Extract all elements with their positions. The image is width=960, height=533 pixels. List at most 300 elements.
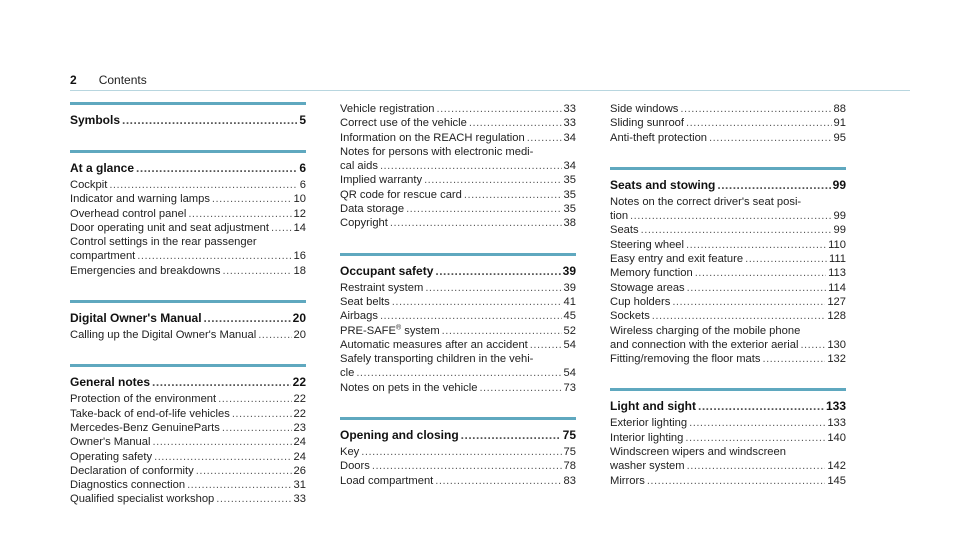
toc-entry[interactable]	[340, 202, 576, 216]
dot-leader	[212, 192, 292, 206]
entry-title	[70, 221, 269, 235]
dot-leader	[425, 281, 561, 295]
toc-entry-line[interactable]: Safely transporting children in the vehi-	[340, 353, 534, 366]
toc-entry[interactable]	[70, 478, 306, 492]
entry-title	[340, 188, 462, 202]
dot-leader	[685, 431, 825, 445]
entry-title	[340, 459, 370, 473]
toc-entry[interactable]	[70, 221, 306, 235]
entry-text: Indicator and warning lamps	[70, 193, 210, 206]
section-title: Seats and stowing	[610, 177, 716, 192]
section-title: Occupant safety	[340, 263, 434, 278]
toc-section	[610, 388, 846, 487]
section-title: At a glance	[70, 161, 135, 175]
entry-title	[610, 116, 684, 130]
toc-entry[interactable]	[340, 324, 576, 338]
section-heading[interactable]	[70, 311, 306, 326]
toc-entry[interactable]	[610, 309, 846, 323]
entry-page: 20	[293, 329, 306, 342]
entry-title	[610, 431, 683, 445]
entry-title	[70, 407, 230, 421]
entry-text: Qualified specialist workshop	[70, 493, 215, 506]
section-rule	[610, 388, 846, 391]
entry-page: 18	[293, 264, 306, 277]
dot-leader	[137, 249, 291, 263]
entry-title	[610, 131, 707, 145]
dot-leader	[154, 450, 291, 464]
entry-page: 45	[563, 310, 576, 323]
entry-title	[340, 216, 388, 230]
toc-entry[interactable]	[610, 431, 846, 445]
toc-entry[interactable]	[70, 450, 306, 464]
entry-title	[340, 295, 390, 309]
toc-entry[interactable]	[70, 328, 306, 342]
entry-text: Declaration of conformity	[70, 464, 194, 477]
entry-page: 24	[293, 436, 306, 449]
dot-leader	[695, 266, 826, 280]
toc-entry[interactable]	[610, 252, 846, 266]
toc-entry[interactable]	[610, 295, 846, 309]
entry-page: 83	[563, 474, 576, 487]
entry-text: Stowage areas	[610, 281, 685, 294]
entry-page: 130	[827, 338, 846, 351]
section-page: 6	[299, 161, 306, 175]
dot-leader	[437, 102, 562, 116]
entry-title	[340, 338, 528, 352]
dot-leader	[223, 264, 292, 278]
dot-leader	[424, 173, 561, 187]
entry-text: cal aids	[340, 160, 378, 173]
toc-entry[interactable]	[610, 281, 846, 295]
entry-title	[610, 295, 670, 309]
section-page: 5	[299, 113, 306, 127]
entry-text: Mercedes-Benz GenuineParts	[70, 421, 220, 434]
entry-text: Owner's Manual	[70, 436, 151, 449]
entry-page: 142	[827, 460, 846, 473]
dot-leader	[442, 324, 562, 338]
entry-page: 54	[563, 367, 576, 380]
section-heading[interactable]	[70, 375, 306, 390]
section-heading[interactable]	[70, 113, 306, 128]
entry-page: 75	[563, 446, 576, 459]
dot-leader	[435, 474, 561, 488]
toc-entry[interactable]	[340, 173, 576, 187]
toc-entry-line[interactable]: Windscreen wipers and windscreen	[610, 446, 786, 459]
section-heading[interactable]	[610, 399, 846, 414]
entry-title	[610, 459, 685, 473]
toc-entry[interactable]	[610, 266, 846, 280]
toc-entry[interactable]	[340, 295, 576, 309]
toc-entry[interactable]	[610, 474, 846, 488]
section-title: Symbols	[70, 113, 121, 127]
entry-text: Interior lighting	[610, 431, 684, 444]
dot-leader	[464, 188, 562, 202]
section-page: 39	[562, 263, 576, 278]
toc-entry[interactable]	[70, 192, 306, 206]
entry-page: 35	[563, 203, 576, 216]
dot-leader	[709, 131, 832, 145]
entry-text: Mirrors	[610, 474, 645, 487]
entry-page: 41	[563, 295, 576, 308]
toc-entry[interactable]	[340, 366, 576, 380]
entry-title	[610, 281, 685, 295]
entry-text: Overhead control panel	[70, 207, 187, 220]
entry-text: compartment	[70, 250, 136, 263]
entry-text: Information on the REACH regulation	[340, 131, 525, 144]
toc-entry[interactable]	[340, 216, 576, 230]
toc-entry[interactable]	[70, 421, 306, 435]
entry-title	[340, 366, 354, 380]
entry-page: 6	[299, 179, 306, 191]
entry-title	[70, 192, 210, 206]
toc-entry[interactable]	[340, 459, 576, 473]
toc-column-1	[70, 102, 306, 529]
entry-text: Anti-theft protection	[610, 131, 708, 144]
entry-page: 99	[833, 210, 846, 223]
dot-leader	[680, 102, 831, 116]
toc-section	[70, 364, 306, 506]
entry-page: 95	[833, 131, 846, 144]
section-title: Opening and closing	[340, 428, 459, 443]
entry-text: Memory function	[610, 267, 693, 280]
entry-page: 24	[293, 450, 306, 463]
dot-leader	[222, 421, 292, 435]
toc-entry[interactable]	[340, 381, 576, 395]
dot-leader	[390, 216, 562, 230]
entry-page: 39	[563, 281, 576, 294]
toc-entry[interactable]	[340, 309, 576, 323]
dot-leader	[406, 202, 561, 216]
entry-text: Take-back of end-of-life vehicles	[70, 407, 230, 420]
entry-text: Data storage	[340, 203, 405, 216]
entry-text: Diagnostics connection	[70, 479, 186, 492]
toc-entry[interactable]	[70, 178, 306, 192]
toc-entry[interactable]	[70, 407, 306, 421]
entry-text: Airbags	[340, 310, 378, 323]
entry-page: 34	[563, 160, 576, 173]
entry-text: Sliding sunroof	[610, 117, 685, 130]
entry-title	[340, 173, 422, 187]
section-title: Light and sight	[610, 399, 696, 414]
dot-leader	[152, 435, 291, 449]
entry-page: 114	[828, 281, 846, 294]
toc-entry-line[interactable]: Notes on the correct driver's seat posi-	[610, 195, 802, 208]
section-title: Digital Owner's Manual	[70, 311, 202, 326]
entry-title	[70, 450, 152, 464]
entry-page: 33	[563, 103, 576, 115]
toc-entry[interactable]	[340, 159, 576, 173]
toc-entry[interactable]	[70, 435, 306, 449]
entry-text: Load compartment	[340, 474, 434, 487]
toc-section	[610, 102, 846, 145]
entry-page: 34	[563, 131, 576, 144]
entry-title	[610, 309, 650, 323]
toc-section	[70, 300, 306, 342]
entry-page: 127	[827, 295, 846, 308]
entry-page: 22	[293, 407, 306, 420]
entry-page: 16	[293, 250, 306, 263]
entry-title	[70, 249, 135, 263]
entry-page: 132	[827, 353, 846, 366]
entry-title	[70, 328, 256, 342]
dot-leader	[469, 116, 562, 130]
dot-leader	[800, 338, 825, 352]
entry-text: QR code for rescue card	[340, 188, 462, 201]
entry-title	[340, 324, 440, 338]
dot-leader	[109, 178, 297, 192]
dot-leader	[204, 311, 291, 326]
dot-leader	[687, 281, 827, 295]
page-number: 2	[70, 73, 77, 87]
entry-title	[340, 281, 423, 295]
entry-title	[610, 352, 760, 366]
section-page: 133	[825, 399, 846, 414]
entry-page: 35	[563, 174, 576, 187]
dot-leader	[745, 252, 827, 266]
entry-text: Cockpit	[70, 179, 108, 191]
entry-page: 99	[833, 224, 846, 237]
toc-entry[interactable]	[610, 209, 846, 223]
toc-entry[interactable]	[610, 459, 846, 473]
entry-title	[340, 309, 378, 323]
toc-entry[interactable]	[610, 116, 846, 130]
entry-title	[340, 131, 525, 145]
dot-leader	[672, 295, 825, 309]
entry-text: Side windows	[610, 103, 679, 115]
dot-leader	[372, 459, 562, 473]
dot-leader	[122, 113, 297, 128]
entry-text: Protection of the environment	[70, 393, 217, 406]
section-page: 99	[832, 177, 846, 192]
entry-title	[70, 421, 220, 435]
entry-text: Doors	[340, 460, 370, 473]
entry-text: Cup holders	[610, 295, 671, 308]
entry-text: Door operating unit and seat adjustment	[70, 221, 270, 234]
entry-page: 35	[563, 188, 576, 201]
entry-title	[610, 238, 684, 252]
entry-text: PRE-SAFE	[340, 324, 396, 337]
entry-title	[610, 338, 798, 352]
section-page: 20	[292, 311, 306, 326]
entry-page: 78	[563, 460, 576, 473]
entry-page: 140	[827, 431, 846, 444]
entry-page: 26	[293, 464, 306, 477]
entry-text: Automatic measures after an accident	[340, 338, 528, 351]
entry-title	[70, 207, 186, 221]
dot-leader	[527, 131, 562, 145]
toc-entry-line[interactable]: Notes for persons with electronic medi-	[340, 145, 534, 158]
toc-entry-line[interactable]: Control settings in the rear passenger	[70, 236, 257, 249]
entry-text: Notes on pets in the vehicle	[340, 381, 478, 394]
dot-leader	[218, 392, 291, 406]
dot-leader	[356, 366, 561, 380]
toc-entry[interactable]	[610, 352, 846, 366]
entry-text: Seat belts	[340, 295, 390, 308]
dot-leader	[216, 492, 291, 506]
dot-leader	[686, 238, 826, 252]
entry-title	[340, 159, 378, 173]
dot-leader	[687, 459, 826, 473]
entry-page: 54	[563, 338, 576, 351]
toc-section	[610, 167, 846, 367]
entry-title	[610, 223, 639, 237]
dot-leader	[258, 328, 291, 342]
entry-page: 14	[293, 221, 306, 234]
entry-title	[340, 474, 433, 488]
toc-entry[interactable]	[340, 188, 576, 202]
dot-leader	[187, 478, 291, 492]
entry-text: Fitting/removing the floor mats	[610, 353, 761, 366]
entry-title	[340, 102, 435, 116]
dot-leader	[530, 338, 562, 352]
dot-leader	[717, 178, 830, 193]
toc-entry[interactable]	[610, 416, 846, 430]
entry-text: Copyright	[340, 217, 388, 230]
entry-text: Key	[340, 446, 360, 459]
page-title: Contents	[98, 73, 147, 87]
entry-text: Calling up the Digital Owner's Manual	[70, 329, 257, 342]
section-page: 22	[292, 375, 306, 390]
entry-text: Emergencies and breakdowns	[70, 264, 221, 277]
dot-leader	[630, 209, 832, 223]
entry-page: 110	[828, 238, 846, 251]
entry-title	[340, 116, 467, 130]
entry-page: 31	[293, 479, 306, 492]
entry-title	[70, 464, 194, 478]
toc-column-2	[340, 102, 576, 510]
entry-page: 33	[293, 493, 306, 506]
page-header	[70, 73, 147, 87]
toc-entry[interactable]	[610, 223, 846, 237]
dot-leader	[392, 295, 562, 309]
section-heading[interactable]	[70, 161, 306, 176]
entry-text: tion	[610, 210, 629, 223]
entry-text: Sockets	[610, 310, 650, 323]
section-title: General notes	[70, 375, 151, 390]
entry-text: Vehicle registration	[340, 103, 435, 115]
section-rule	[340, 253, 576, 256]
entry-page: 33	[563, 117, 576, 130]
entry-title	[610, 209, 628, 223]
entry-page: 73	[563, 381, 576, 394]
entry-text: and connection with the exterior aerial	[610, 338, 799, 351]
toc-section	[340, 417, 576, 488]
toc-entry[interactable]	[70, 249, 306, 263]
entry-text: Restraint system	[340, 281, 424, 294]
dot-leader	[380, 159, 562, 173]
entry-title	[340, 381, 477, 395]
dot-leader	[479, 381, 561, 395]
section-rule	[340, 417, 576, 420]
entry-page: 91	[833, 117, 846, 130]
toc-entry[interactable]	[610, 338, 846, 352]
entry-text: Seats	[610, 224, 639, 237]
dot-leader	[136, 161, 297, 176]
entry-page: 128	[827, 310, 846, 323]
entry-text: Easy entry and exit feature	[610, 253, 744, 266]
toc-entry[interactable]	[610, 131, 846, 145]
toc-entry[interactable]	[70, 392, 306, 406]
entry-title	[70, 392, 216, 406]
entry-title	[340, 445, 359, 459]
entry-page: 23	[293, 421, 306, 434]
section-heading[interactable]	[610, 178, 846, 193]
dot-leader	[652, 309, 826, 323]
section-rule	[610, 167, 846, 170]
entry-title	[340, 202, 404, 216]
toc-entry[interactable]	[340, 445, 576, 459]
toc-section	[70, 102, 306, 128]
dot-leader	[686, 116, 832, 130]
dot-leader	[380, 309, 562, 323]
section-rule	[70, 364, 306, 367]
dot-leader	[188, 207, 291, 221]
entry-title	[610, 266, 693, 280]
toc-entry[interactable]	[340, 131, 576, 145]
section-heading[interactable]	[340, 264, 576, 279]
entry-text: Implied warranty	[340, 174, 423, 187]
toc-section	[340, 102, 576, 231]
dot-leader	[196, 464, 292, 478]
entry-text: washer system	[610, 460, 685, 473]
toc-entry[interactable]	[340, 102, 576, 116]
entry-title	[610, 474, 645, 488]
dot-leader	[271, 221, 292, 235]
dot-leader	[689, 416, 825, 430]
toc-entry[interactable]	[610, 238, 846, 252]
toc-entry[interactable]	[70, 492, 306, 506]
toc-entry-line[interactable]: Wireless charging of the mobile phone	[610, 324, 801, 337]
toc-entry[interactable]	[70, 464, 306, 478]
dot-leader	[641, 223, 832, 237]
entry-page: 10	[293, 193, 306, 206]
entry-page: 22	[293, 393, 306, 406]
section-heading[interactable]	[340, 428, 576, 443]
toc-entry[interactable]	[340, 116, 576, 130]
entry-title	[70, 178, 107, 192]
dot-leader	[698, 399, 824, 414]
entry-page: 12	[293, 207, 306, 220]
entry-text: Correct use of the vehicle	[340, 117, 467, 130]
entry-title	[610, 102, 678, 116]
entry-page: 133	[827, 417, 846, 430]
section-rule	[70, 150, 306, 153]
dot-leader	[361, 445, 561, 459]
toc-entry[interactable]	[610, 102, 846, 116]
entry-title	[70, 492, 214, 506]
dot-leader	[762, 352, 825, 366]
toc-entry[interactable]	[340, 474, 576, 488]
dot-leader	[647, 474, 826, 488]
dot-leader	[152, 375, 291, 390]
registered-mark: ®	[395, 323, 402, 331]
entry-page: 52	[563, 324, 576, 337]
toc-entry[interactable]	[340, 338, 576, 352]
entry-text: Steering wheel	[610, 238, 685, 251]
toc-entry[interactable]	[340, 281, 576, 295]
entry-text: Operating safety	[70, 450, 153, 463]
toc-section	[340, 253, 576, 395]
entry-title	[70, 478, 185, 492]
toc-entry[interactable]	[70, 207, 306, 221]
entry-text: cle	[340, 367, 355, 380]
toc-entry[interactable]	[70, 264, 306, 278]
section-page: 75	[562, 428, 576, 443]
entry-title	[70, 435, 150, 449]
entry-page: 38	[563, 217, 576, 230]
toc-section	[70, 150, 306, 278]
header-divider	[70, 90, 910, 91]
